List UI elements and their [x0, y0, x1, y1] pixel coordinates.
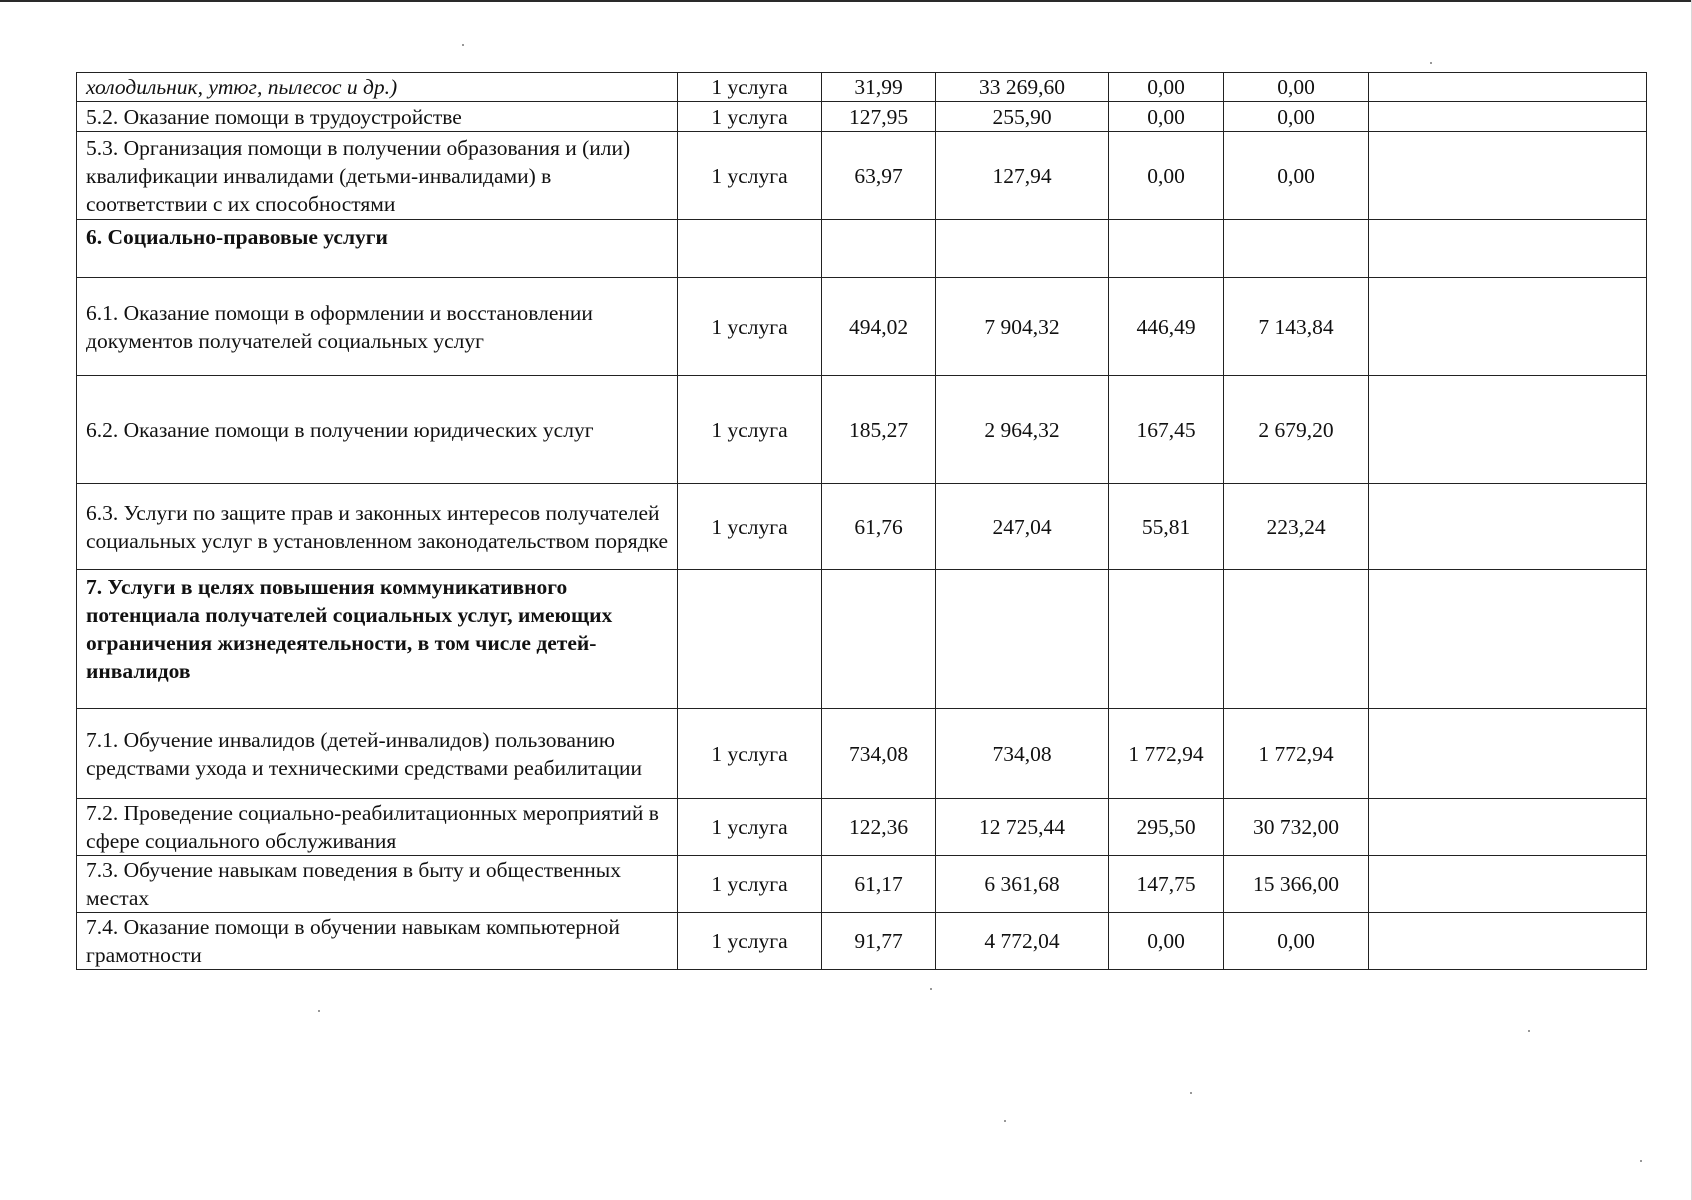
price-cell-3: 55,81 — [1109, 484, 1224, 570]
empty-cell — [1369, 570, 1647, 709]
price-cell-1: 61,17 — [822, 856, 936, 913]
price-cell-1: 185,27 — [822, 376, 936, 484]
service-description: холодильник, утюг, пылесос и др.) — [77, 73, 678, 102]
price-cell-2: 33 269,60 — [936, 73, 1109, 102]
service-description: 6.2. Оказание помощи в получении юридических услуг — [77, 376, 678, 484]
price-cell-3: 147,75 — [1109, 856, 1224, 913]
price-cell-2 — [936, 220, 1109, 278]
price-cell-4: 30 732,00 — [1224, 799, 1369, 856]
table-row — [77, 132, 1647, 220]
price-cell-1: 31,99 — [822, 73, 936, 102]
table-row — [77, 102, 1647, 132]
price-cell-3: 167,45 — [1109, 376, 1224, 484]
unit-cell: 1 услуга — [678, 278, 822, 376]
unit-cell: 1 услуга — [678, 73, 822, 102]
table-row — [77, 376, 1647, 484]
services-price-table — [76, 72, 1647, 970]
price-cell-4: 15 366,00 — [1224, 856, 1369, 913]
price-cell-2: 127,94 — [936, 132, 1109, 220]
unit-cell — [678, 220, 822, 278]
price-cell-4: 1 772,94 — [1224, 709, 1369, 799]
service-description: 7.2. Проведение социально-реабилитационных мероприятий в сфере социального обслуживания — [77, 799, 678, 856]
empty-cell — [1369, 856, 1647, 913]
price-cell-3: 0,00 — [1109, 73, 1224, 102]
section-title: 7. Услуги в целях повышения коммуникативного потенциала получателей социальных услуг, имеющих ограничения жизнедеятельности, в том числе детей-инвалидов — [77, 570, 678, 709]
price-cell-2: 247,04 — [936, 484, 1109, 570]
price-cell-2: 255,90 — [936, 102, 1109, 132]
price-cell-1: 61,76 — [822, 484, 936, 570]
scan-speck — [318, 1010, 320, 1012]
service-description: 6.1. Оказание помощи в оформлении и восстановлении документов получателей социальных услуг — [77, 278, 678, 376]
scan-speck — [1190, 1092, 1192, 1094]
service-description: 7.1. Обучение инвалидов (детей-инвалидов) пользованию средствами ухода и техническими средствами реабилитации — [77, 709, 678, 799]
price-cell-3: 295,50 — [1109, 799, 1224, 856]
price-cell-3 — [1109, 570, 1224, 709]
price-cell-2: 6 361,68 — [936, 856, 1109, 913]
unit-cell: 1 услуга — [678, 102, 822, 132]
unit-cell — [678, 570, 822, 709]
price-cell-1: 734,08 — [822, 709, 936, 799]
price-cell-2: 2 964,32 — [936, 376, 1109, 484]
scan-top-edge — [0, 0, 1692, 2]
empty-cell — [1369, 913, 1647, 970]
empty-cell — [1369, 132, 1647, 220]
section-heading-row — [77, 570, 1647, 709]
service-description: 6.3. Услуги по защите прав и законных интересов получателей социальных услуг в установленном законодательством порядке — [77, 484, 678, 570]
price-cell-1: 63,97 — [822, 132, 936, 220]
price-cell-4 — [1224, 220, 1369, 278]
price-cell-2: 734,08 — [936, 709, 1109, 799]
empty-cell — [1369, 278, 1647, 376]
price-cell-1 — [822, 570, 936, 709]
scan-speck — [1528, 1030, 1530, 1032]
price-cell-1: 91,77 — [822, 913, 936, 970]
unit-cell: 1 услуга — [678, 913, 822, 970]
service-description: 5.3. Организация помощи в получении образования и (или) квалификации инвалидами (детьми-инвалидами) в соответствии с их способностями — [77, 132, 678, 220]
service-description: 7.3. Обучение навыкам поведения в быту и общественных местах — [77, 856, 678, 913]
table-row — [77, 709, 1647, 799]
price-cell-1: 122,36 — [822, 799, 936, 856]
empty-cell — [1369, 102, 1647, 132]
table-row — [77, 799, 1647, 856]
empty-cell — [1369, 799, 1647, 856]
price-cell-1 — [822, 220, 936, 278]
price-cell-1: 494,02 — [822, 278, 936, 376]
table-row — [77, 856, 1647, 913]
empty-cell — [1369, 709, 1647, 799]
unit-cell: 1 услуга — [678, 376, 822, 484]
section-title: 6. Социально-правовые услуги — [77, 220, 678, 278]
scan-speck — [930, 988, 932, 990]
price-cell-3 — [1109, 220, 1224, 278]
service-description: 5.2. Оказание помощи в трудоустройстве — [77, 102, 678, 132]
price-cell-2 — [936, 570, 1109, 709]
unit-cell: 1 услуга — [678, 799, 822, 856]
price-cell-3: 0,00 — [1109, 913, 1224, 970]
empty-cell — [1369, 376, 1647, 484]
unit-cell: 1 услуга — [678, 132, 822, 220]
empty-cell — [1369, 220, 1647, 278]
scan-speck — [1430, 62, 1432, 64]
unit-cell: 1 услуга — [678, 856, 822, 913]
table-row — [77, 278, 1647, 376]
price-cell-4: 0,00 — [1224, 102, 1369, 132]
price-cell-4: 7 143,84 — [1224, 278, 1369, 376]
price-cell-3: 446,49 — [1109, 278, 1224, 376]
unit-cell: 1 услуга — [678, 709, 822, 799]
price-cell-4 — [1224, 570, 1369, 709]
table-row — [77, 484, 1647, 570]
price-cell-4: 223,24 — [1224, 484, 1369, 570]
service-description: 7.4. Оказание помощи в обучении навыкам компьютерной грамотности — [77, 913, 678, 970]
price-cell-3: 0,00 — [1109, 102, 1224, 132]
price-cell-2: 7 904,32 — [936, 278, 1109, 376]
price-cell-4: 0,00 — [1224, 913, 1369, 970]
section-heading-row — [77, 220, 1647, 278]
price-cell-1: 127,95 — [822, 102, 936, 132]
scan-speck — [1640, 1160, 1642, 1162]
price-cell-2: 4 772,04 — [936, 913, 1109, 970]
empty-cell — [1369, 484, 1647, 570]
price-cell-3: 0,00 — [1109, 132, 1224, 220]
price-cell-4: 2 679,20 — [1224, 376, 1369, 484]
price-cell-4: 0,00 — [1224, 73, 1369, 102]
scan-speck — [462, 44, 464, 46]
price-cell-2: 12 725,44 — [936, 799, 1109, 856]
table-row — [77, 73, 1647, 102]
price-cell-3: 1 772,94 — [1109, 709, 1224, 799]
unit-cell: 1 услуга — [678, 484, 822, 570]
table-row — [77, 913, 1647, 970]
price-cell-4: 0,00 — [1224, 132, 1369, 220]
empty-cell — [1369, 73, 1647, 102]
scan-speck — [1004, 1120, 1006, 1122]
